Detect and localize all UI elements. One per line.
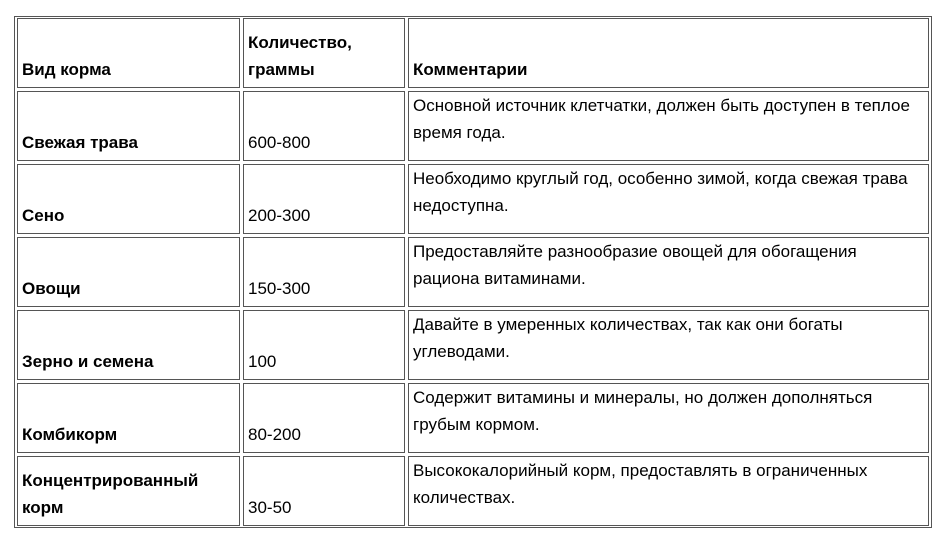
table-row (17, 164, 929, 234)
header-comments: Комментарии (408, 18, 929, 88)
quantity-cell: 100 (243, 310, 405, 380)
comment-cell: Предоставляйте разнообразие овощей для обогащения рациона витаминами. (408, 237, 929, 307)
comment-cell: Необходимо круглый год, особенно зимой, когда свежая трава недоступна. (408, 164, 929, 234)
quantity-cell: 80-200 (243, 383, 405, 453)
quantity-cell: 30-50 (243, 456, 405, 526)
table-row (17, 237, 929, 307)
comment-cell: Основной источник клетчатки, должен быть доступен в теплое время года. (408, 91, 929, 161)
feed-type-cell: Зерно и семена (17, 310, 240, 380)
feed-type-cell: Концентрированный корм (17, 456, 240, 526)
quantity-cell: 150-300 (243, 237, 405, 307)
table-row (17, 456, 929, 526)
feed-type-cell: Овощи (17, 237, 240, 307)
comment-cell: Содержит витамины и минералы, но должен дополняться грубым кормом. (408, 383, 929, 453)
comment-cell: Давайте в умеренных количествах, так как они богаты углеводами. (408, 310, 929, 380)
table-row (17, 91, 929, 161)
feed-type-cell: Комбикорм (17, 383, 240, 453)
comment-cell: Высококалорийный корм, предоставлять в ограниченных количествах. (408, 456, 929, 526)
table-header-row (17, 18, 929, 88)
quantity-cell: 600-800 (243, 91, 405, 161)
feed-table (14, 15, 932, 529)
feed-type-cell: Свежая трава (17, 91, 240, 161)
feed-type-cell: Сено (17, 164, 240, 234)
table-row (17, 383, 929, 453)
quantity-cell: 200-300 (243, 164, 405, 234)
table-row (17, 310, 929, 380)
header-quantity: Количество, граммы (243, 18, 405, 88)
header-feed-type: Вид корма (17, 18, 240, 88)
